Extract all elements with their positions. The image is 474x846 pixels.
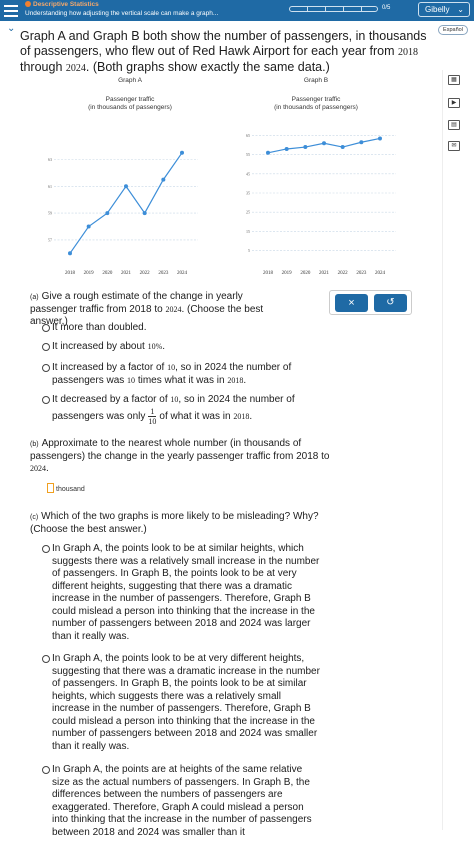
data-point xyxy=(322,141,326,145)
y-tick-label: 45 xyxy=(246,171,250,177)
y-tick-label: 15 xyxy=(246,228,250,234)
part-a-text-2: . (Choose the best answer.) xyxy=(30,304,264,327)
progress-bar xyxy=(289,6,378,12)
action-toolbar xyxy=(329,290,412,315)
radio-button[interactable] xyxy=(42,324,50,332)
graph-b-subtitle-line1: Passenger traffic xyxy=(291,96,341,103)
radio-button[interactable] xyxy=(42,655,50,663)
radio-button[interactable] xyxy=(42,396,50,404)
opt3-text-f: 2018 xyxy=(227,375,244,385)
opt3-text-a: It increased by a factor of xyxy=(52,362,165,373)
graph-a-subtitle-line2: (in thousands of passengers) xyxy=(88,104,172,111)
graph-a-subtitle xyxy=(60,96,200,112)
part-a-option-4-text: It decreased by a factor of 10, so in 2024 the number of passengers was only $\frac{1}{10}$ of what it was in 2018. xyxy=(52,394,295,426)
x-tick-label: 2022 xyxy=(337,271,348,276)
opt3-text-b: 10 xyxy=(167,363,176,372)
opt3-text-c: , so in 2024 the number of passengers was xyxy=(52,362,292,386)
menu-icon[interactable] xyxy=(4,2,18,18)
x-tick-label: 2018 xyxy=(65,271,75,276)
y-tick-label: 25 xyxy=(246,209,250,215)
question-intro xyxy=(20,29,430,77)
chevron-down-icon: ⌄ xyxy=(457,5,464,14)
opt3-text-d: 10 xyxy=(127,375,136,385)
x-tick-label: 2022 xyxy=(139,271,150,276)
intro-text-3: . (Both graphs show exactly the same data.) xyxy=(85,60,330,74)
progress-count: 0/5 xyxy=(382,5,391,11)
graph-b-subtitle xyxy=(246,96,386,112)
data-point xyxy=(124,184,128,188)
series-line xyxy=(70,153,182,254)
calculator-icon[interactable]: ▦ xyxy=(448,75,460,85)
data-point xyxy=(266,151,270,155)
part-a-tag: (a) xyxy=(30,294,39,301)
graph-b-chart xyxy=(236,120,436,280)
data-point xyxy=(161,178,165,182)
y-tick-label: 59 xyxy=(48,210,52,216)
part-a-text-1: Give a rough estimate of the change in yearly passenger traffic from 2018 to xyxy=(30,291,243,315)
part-a-option-4[interactable] xyxy=(42,394,322,426)
answer-unit: thousand xyxy=(56,486,85,493)
grid-icon[interactable]: ▤ xyxy=(448,120,460,130)
data-point xyxy=(359,140,363,144)
part-a-year: 2024 xyxy=(165,305,182,314)
part-b-year: 2024 xyxy=(30,464,46,473)
x-tick-label: 2023 xyxy=(158,271,169,276)
part-c-option-2[interactable] xyxy=(42,653,320,753)
user-name: Gibelly xyxy=(425,5,450,14)
part-a-option-2-text: It increased by about 10%. xyxy=(52,341,166,352)
course-label xyxy=(25,1,99,8)
part-b-prompt: (b) Approximate to the nearest whole number (in thousands of passengers) the change in the yearly passenger traffic from 2018 to 2024. xyxy=(30,438,330,474)
radio-button[interactable] xyxy=(42,343,50,351)
data-point xyxy=(105,211,109,215)
answer-input[interactable] xyxy=(47,483,54,493)
collapse-chevron-icon[interactable]: ⌄ xyxy=(7,23,16,34)
data-point xyxy=(285,147,289,151)
part-a-option-2[interactable] xyxy=(42,341,322,354)
language-button[interactable]: Español xyxy=(438,25,468,35)
x-tick-label: 2020 xyxy=(102,271,113,276)
part-a-option-1[interactable] xyxy=(42,322,322,335)
opt4-text-c: , so in 2024 the number of passengers was only xyxy=(52,394,295,422)
opt2-text-b: 10% xyxy=(147,342,163,351)
x-tick-label: 2021 xyxy=(121,271,131,276)
part-c-option-1-text: In Graph A, the points look to be at similar heights, which suggests there was a relatively small increase in the number of passengers. In Graph B, the points look to be at very different heights, suggesting that there was a dramatic increase in the number of passengers. Therefore, Graph B could mislead a person into thinking that the increase in the number of passengers between 2018 and 2024 was larger than it really was. xyxy=(52,543,320,642)
opt4-text-a: It decreased by a factor of xyxy=(52,394,168,405)
opt4-text-e: 2018 xyxy=(233,411,250,421)
video-icon[interactable]: ▶ xyxy=(448,98,460,108)
series-line xyxy=(268,138,380,152)
top-bar xyxy=(0,0,474,21)
data-point xyxy=(68,251,72,255)
y-tick-label: 65 xyxy=(246,133,250,139)
side-divider xyxy=(442,70,443,830)
graph-b-subtitle-line2: (in thousands of passengers) xyxy=(274,104,358,111)
part-b-answer-row xyxy=(47,483,85,493)
y-tick-label: 5 xyxy=(248,247,250,253)
x-tick-label: 2021 xyxy=(319,271,329,276)
opt3-text-e: times what it was in xyxy=(137,374,225,386)
graph-b-title: Graph B xyxy=(303,77,329,84)
progress-segment xyxy=(361,6,362,12)
x-tick-label: 2018 xyxy=(263,271,273,276)
radio-button[interactable] xyxy=(42,766,50,774)
part-c-prompt xyxy=(30,511,320,536)
part-a-option-1-text: It more than doubled. xyxy=(52,322,147,333)
data-point xyxy=(143,211,147,215)
opt4-text-d: of what it was in xyxy=(159,410,231,422)
progress-segment xyxy=(307,6,308,12)
part-b-text-1: Approximate to the nearest whole number (in thousands of passengers) the change in the yearly passenger traffic from 2018 to xyxy=(30,438,330,462)
opt4-text-b: 10 xyxy=(170,395,179,404)
fraction-denominator: 10 xyxy=(148,416,157,426)
y-tick-label: 61 xyxy=(48,183,52,189)
x-tick-label: 2024 xyxy=(177,271,187,276)
part-c-option-1[interactable] xyxy=(42,543,320,643)
intro-year-start: 2018 xyxy=(397,46,418,58)
intro-text-2: through xyxy=(20,60,63,74)
progress-segment xyxy=(343,6,344,12)
graph-a-title: Graph A xyxy=(118,77,142,84)
y-tick-label: 63 xyxy=(48,157,52,162)
x-tick-label: 2019 xyxy=(281,271,292,276)
clear-button[interactable]: × xyxy=(335,294,368,312)
topic-title: Understanding how adjusting the vertical scale can make a graph... xyxy=(25,10,219,17)
part-c-tag: (c) xyxy=(30,514,39,521)
intro-text-1: Graph A and Graph B both show the number of passengers, in thousands of passengers, who flew out of Red Hawk Airport for each year from xyxy=(20,29,427,58)
course-text: Descriptive Statistics xyxy=(33,1,99,8)
part-b-tag: (b) xyxy=(30,441,39,448)
part-c-text: Which of the two graphs is more likely to be misleading? Why? (Choose the best answer.) xyxy=(30,511,319,535)
x-tick-label: 2019 xyxy=(83,271,94,276)
data-point xyxy=(341,145,345,149)
data-point xyxy=(87,225,91,229)
y-tick-label: 57 xyxy=(48,237,52,243)
opt2-text-a: It increased by about xyxy=(52,341,145,352)
graph-a-subtitle-line1: Passenger traffic xyxy=(105,96,155,103)
mail-icon[interactable]: ✉ xyxy=(448,141,460,151)
intro-year-end: 2024 xyxy=(65,63,86,74)
radio-button[interactable] xyxy=(42,545,50,553)
fraction xyxy=(148,407,156,426)
data-point xyxy=(180,151,184,155)
part-a-option-3-text: It increased by a factor of 10, so in 2024 the number of passengers was 10 times what it was in 2018. xyxy=(52,362,292,386)
part-c-option-3-text: In Graph A, the points are at heights of the same relative size as the actual numbers of passengers. In Graph B, the differences between the numbers of passengers are exaggerated. Therefore, Graph A could mislead a person into thinking that the increase in the number of passengers between 2018 and 2024 was smaller than it xyxy=(52,764,312,838)
status-dot-icon xyxy=(25,1,31,7)
x-tick-label: 2020 xyxy=(300,271,311,276)
y-tick-label: 55 xyxy=(246,152,250,158)
graph-a-chart xyxy=(38,120,238,280)
data-point xyxy=(303,145,307,149)
part-c-option-3[interactable] xyxy=(42,764,320,839)
user-menu-button[interactable] xyxy=(418,2,470,17)
x-tick-label: 2024 xyxy=(375,271,385,276)
y-tick-label: 35 xyxy=(246,190,250,196)
undo-button[interactable]: ↺ xyxy=(374,294,407,312)
radio-button[interactable] xyxy=(42,364,50,372)
x-tick-label: 2023 xyxy=(356,271,367,276)
data-point xyxy=(378,136,382,140)
fraction-numerator: 1 xyxy=(150,406,155,416)
part-c-option-2-text: In Graph A, the points look to be at very different heights, suggesting that there was a dramatic increase in the number of passengers. In Graph B, the points look to be at similar heights, which suggests there was a relatively small increase in the number of passengers. Therefore, Graph B could mislead a person into thinking that the increase in the number of passengers between 2018 and 2024 was smaller than it really was. xyxy=(52,653,320,752)
part-a-option-3[interactable] xyxy=(42,362,317,387)
progress-segment xyxy=(325,6,326,12)
